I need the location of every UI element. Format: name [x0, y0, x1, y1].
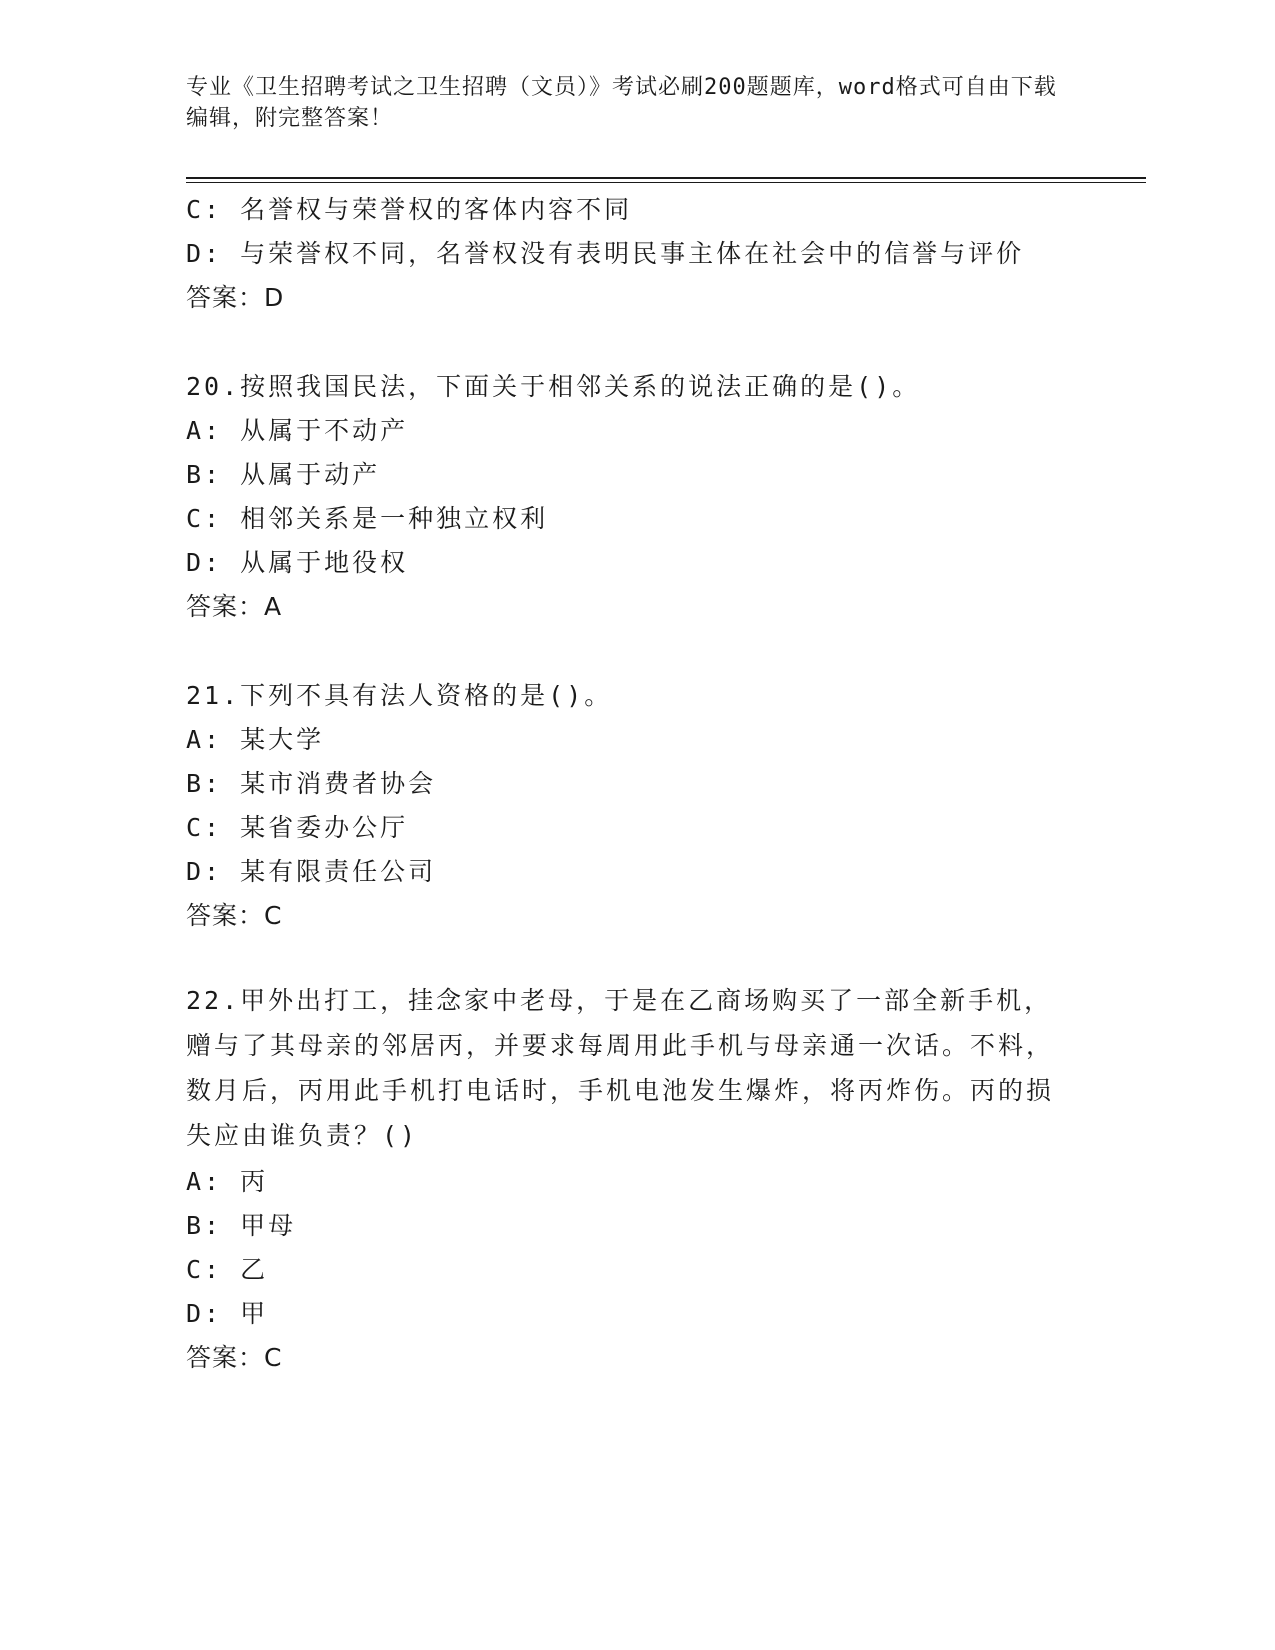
prev-option-c: C: 名誉权与荣誉权的客体内容不同	[186, 195, 633, 224]
q21-option-d: D: 某有限责任公司	[186, 857, 437, 886]
q21-option-c: C: 某省委办公厅	[186, 813, 409, 842]
q22-option-b: B: 甲母	[186, 1211, 297, 1240]
header-divider-thin	[186, 182, 1146, 183]
q20-answer: 答案：A	[186, 592, 283, 621]
q21-stem: 21.下列不具有法人资格的是()。	[186, 681, 613, 710]
q21-option-b: B: 某市消费者协会	[186, 769, 437, 798]
q20-option-a: A: 从属于不动产	[186, 416, 409, 445]
q20-option-d: D: 从属于地役权	[186, 548, 409, 577]
q20-stem: 20.按照我国民法，下面关于相邻关系的说法正确的是()。	[186, 372, 921, 401]
q21-option-a: A: 某大学	[186, 725, 325, 754]
q22-answer: 答案：C	[186, 1343, 283, 1372]
prev-option-d: D: 与荣誉权不同，名誉权没有表明民事主体在社会中的信誉与评价	[186, 239, 1025, 268]
q22-option-c: C: 乙	[186, 1255, 269, 1284]
q20-option-c: C: 相邻关系是一种独立权利	[186, 504, 549, 533]
header-divider-thick	[186, 177, 1146, 179]
q22-stem: 22.甲外出打工，挂念家中老母，于是在乙商场购买了一部全新手机，赠与了其母亲的邻居丙，并要求每周用此手机与母亲通一次话。不料，数月后，丙用此手机打电话时，手机电池发生爆炸，将丙炸伤。丙的损失应由谁负责？()	[186, 986, 1055, 1150]
q20-option-b: B: 从属于动产	[186, 460, 381, 489]
document-header: 专业《卫生招聘考试之卫生招聘（文员）》考试必刷200题题库，word格式可自由下载编辑，附完整答案！	[186, 75, 1057, 131]
q22-option-d: D: 甲	[186, 1299, 269, 1328]
q22-option-a: A: 丙	[186, 1167, 269, 1196]
prev-answer: 答案：D	[186, 283, 285, 312]
q21-answer: 答案：C	[186, 901, 283, 930]
